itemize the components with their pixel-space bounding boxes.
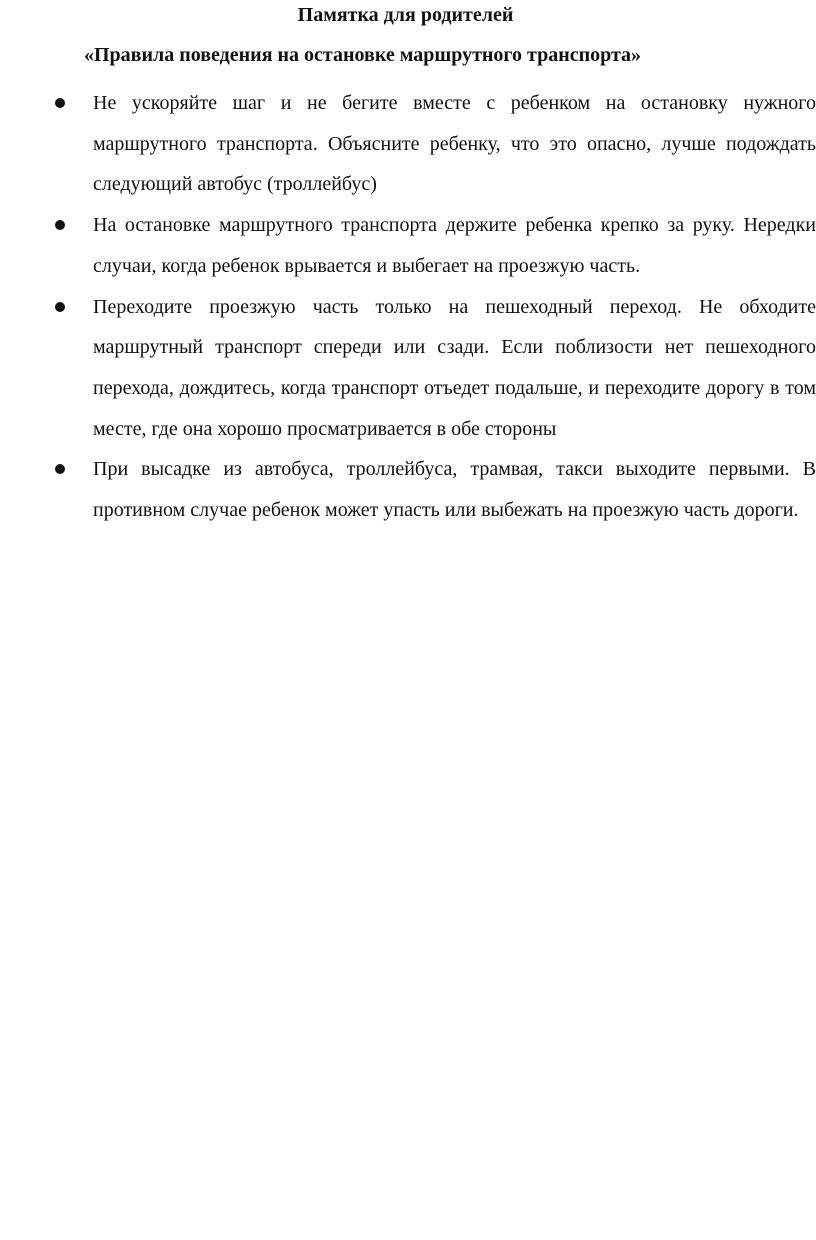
bullet-icon — [55, 220, 65, 230]
list-item — [0, 449, 816, 530]
bullet-icon — [55, 464, 65, 474]
list-item-text: На остановке маршрутного транспорта держите ребенка крепко за руку. Нередки случаи, когда ребенок врывается и выбегает на проезжую часть. — [93, 214, 816, 277]
list-item — [0, 205, 816, 286]
list-item — [0, 287, 816, 450]
list-item-text: Переходите проезжую часть только на пешеходный переход. Не обходите маршрутный транспорт спереди или сзади. Если поблизости нет пешеходного перехода, дождитесь, когда транспорт отъедет подальше, и переходите дорогу в том месте, где она хорошо просматривается в обе стороны — [93, 295, 816, 440]
list-item-text: Не ускоряйте шаг и не бегите вместе с ребенком на остановку нужного маршрутного транспорта. Объясните ребенку, что это опасно, лучше подождать следующий автобус (троллейбус) — [93, 92, 816, 196]
bullet-icon — [55, 302, 65, 312]
rules-list — [0, 83, 816, 531]
page-title: Памятка для родителей — [297, 4, 514, 26]
bullet-icon — [55, 98, 65, 108]
list-item — [0, 83, 816, 205]
page-subtitle: «Правила поведения на остановке маршрутного транспорта» — [84, 44, 642, 66]
list-item-text: При высадке из автобуса, троллейбуса, трамвая, такси выходите первыми. В противном случае ребенок может упасть или выбежать на проезжую часть дороги. — [93, 458, 816, 522]
